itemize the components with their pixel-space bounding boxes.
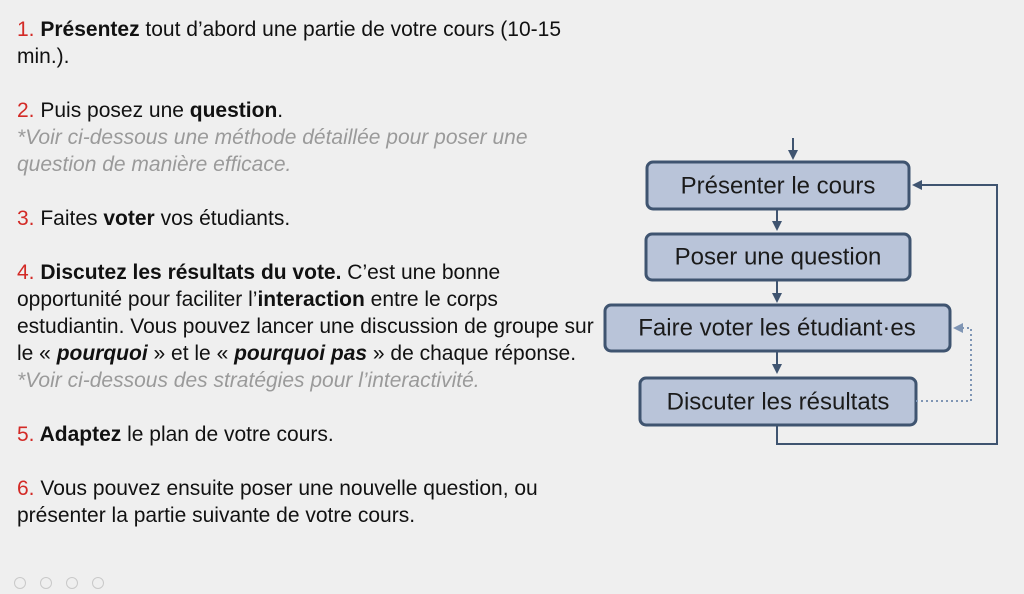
slide-indicator	[14, 576, 118, 594]
slide-dot[interactable]	[14, 577, 26, 589]
step-text: le plan de votre cours.	[121, 423, 334, 446]
box-label: Discuter les résultats	[666, 388, 890, 416]
slide-dot[interactable]	[66, 577, 78, 589]
step-text: » et le «	[147, 342, 235, 365]
step-text: entre le corps estudiantin. Vous pouvez lancer une discussion de groupe sur le «	[17, 288, 594, 365]
step-text: » de chaque réponse.	[367, 342, 577, 365]
step-text: .	[277, 99, 284, 122]
step-text: C’est une bonne opportunité pour faciliter l’	[17, 261, 501, 311]
step-number: 2.	[17, 99, 35, 122]
step-text: Vous pouvez ensuite poser une nouvelle question, ou présenter la partie suivante de votre cours.	[17, 477, 538, 527]
step-keyword-2: interaction	[257, 288, 365, 311]
step-number: 4.	[17, 261, 35, 284]
step-note: *Voir ci-dessous des stratégies pour l’interactivité.	[17, 369, 480, 392]
box-label: Présenter le cours	[680, 172, 876, 200]
step-text: vos étudiants.	[154, 207, 291, 230]
step-text: Puis posez une	[34, 99, 190, 122]
step-number: 3.	[17, 207, 35, 230]
step-italic: pourquoi pas	[234, 342, 368, 365]
step-number: 5.	[17, 423, 35, 446]
step-number: 6.	[17, 477, 35, 500]
step-text: Faites	[34, 207, 104, 230]
step-keyword: Présentez	[40, 18, 140, 41]
step-number: 1.	[17, 18, 35, 41]
box-ask-question	[646, 234, 910, 280]
step-text: tout d’abord une partie de votre cours (10-15 min.).	[17, 18, 562, 68]
box-label: Faire voter les étudiant·es	[638, 314, 916, 342]
step-keyword: Adaptez	[34, 423, 122, 446]
step-keyword: question	[189, 99, 278, 122]
slide-dot[interactable]	[92, 577, 104, 589]
step-note: *Voir ci-dessous une méthode détaillée pour poser une question de manière efficace.	[17, 126, 528, 176]
box-discuss-results	[640, 378, 916, 425]
step-keyword: Discutez les résultats du vote.	[34, 261, 342, 284]
step-italic: pourquoi	[56, 342, 148, 365]
slide-dot[interactable]	[40, 577, 52, 589]
box-vote	[605, 305, 950, 351]
box-present-course	[647, 162, 909, 209]
step-keyword: voter	[103, 207, 155, 230]
box-label: Poser une question	[674, 243, 882, 271]
